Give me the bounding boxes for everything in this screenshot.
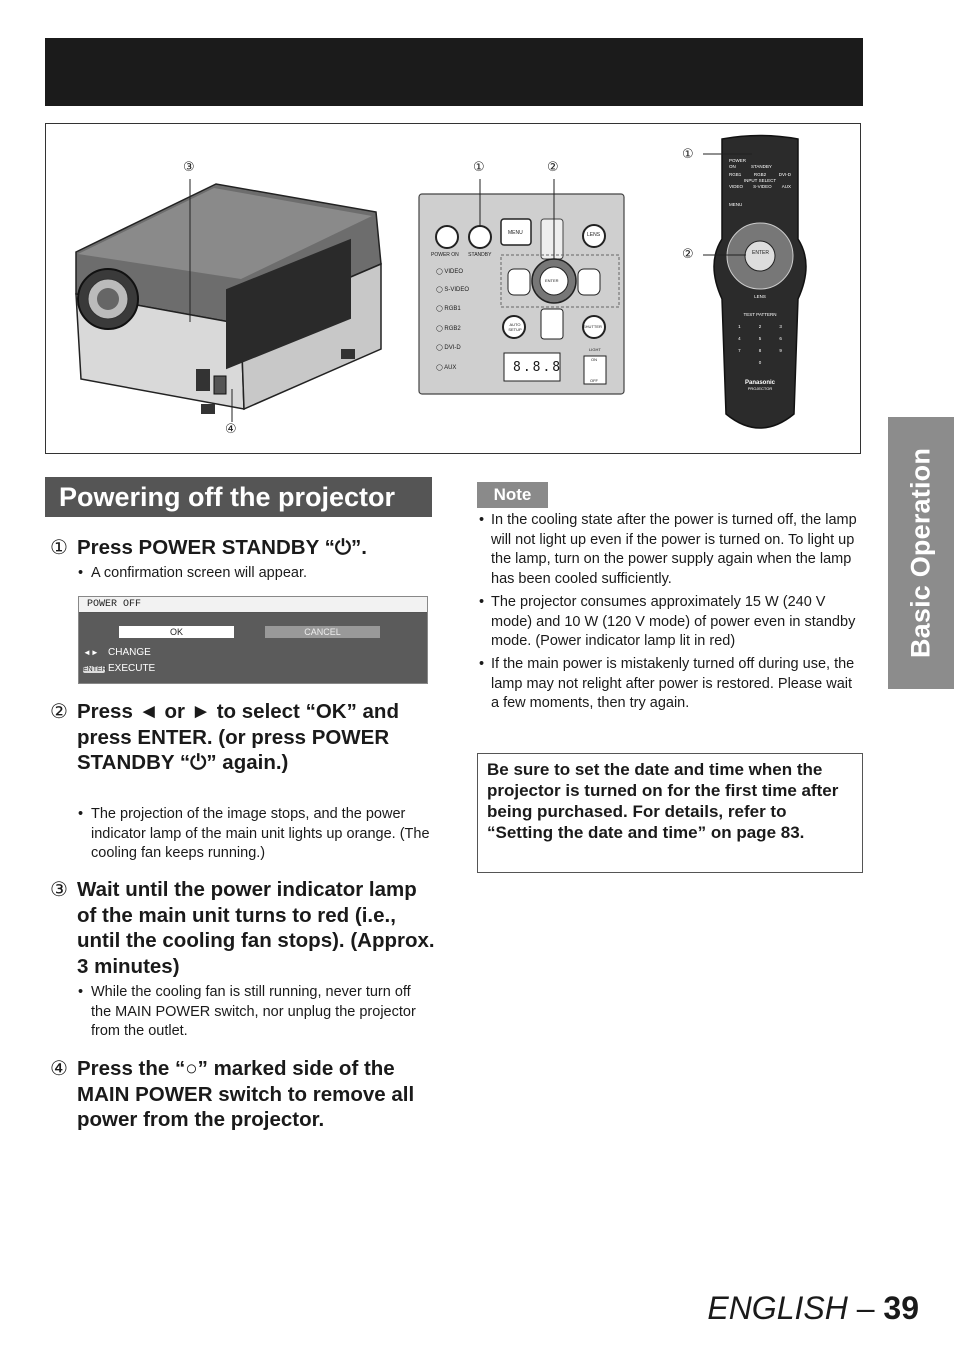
remote-menu-label: MENU bbox=[729, 202, 743, 207]
callout-remote-1: ① bbox=[682, 147, 694, 162]
panel-on-label: ON bbox=[591, 357, 597, 362]
step-4 bbox=[50, 1056, 435, 1133]
footer-language: ENGLISH bbox=[707, 1290, 848, 1326]
date-time-notice: Be sure to set the date and time when the projector is turned on for the first time after being purchased. For details, refer to “Setting the date and time” on page 83. bbox=[477, 753, 863, 873]
panel-lens-label: LENS bbox=[587, 232, 601, 238]
step-2-number: ② bbox=[50, 699, 68, 723]
panel-input-svideo: ◯ S-VIDEO bbox=[436, 287, 470, 293]
step-1 bbox=[50, 535, 435, 561]
panel-off-label: OFF bbox=[590, 378, 598, 383]
step-3-number: ③ bbox=[50, 877, 68, 901]
remote-model: PROJECTOR bbox=[747, 386, 773, 391]
projector-illustration bbox=[76, 179, 381, 422]
remote-lower-labels bbox=[729, 294, 791, 392]
enter-key-icon: ENTER bbox=[83, 666, 107, 673]
panel-light-label: LIGHT bbox=[589, 347, 601, 352]
panel-menu-label: MENU bbox=[508, 230, 523, 236]
remote-input-select-label: INPUT SELECT bbox=[743, 178, 777, 183]
left-right-arrows-icon: ◄► bbox=[83, 648, 99, 657]
remote-enter-label: ENTER bbox=[752, 250, 769, 256]
callout-1: ① bbox=[473, 160, 485, 175]
panel-auto-setup-label: AUTO SETUP bbox=[508, 322, 522, 332]
note-bullet-1: • In the cooling state after the power is turned off, the lamp will not light up even if the power is turned on. To light up the lamp, turn on the power supply again when the lamp has been cooled sufficiently. bbox=[477, 511, 864, 589]
step-2 bbox=[50, 699, 435, 776]
remote-input-row2: VIDEO S-VIDEO AUX bbox=[729, 184, 791, 189]
standby-label: STANDBY bbox=[468, 252, 492, 258]
header-bar bbox=[45, 38, 863, 106]
remote-test-pattern-label: TEST PATTERN bbox=[743, 312, 777, 317]
callout-4: ④ bbox=[225, 422, 237, 437]
step-2-text: Press ◄ or ► to select “OK” and press ENTER. (or press POWER STANDBY “⏻” again.) bbox=[77, 700, 399, 774]
panel-input-rgb2: ◯ RGB2 bbox=[436, 326, 461, 332]
page-footer bbox=[707, 1290, 919, 1327]
projector-figure bbox=[45, 123, 861, 454]
step-3-text: Wait until the power indicator lamp of the main unit turns to red (i.e., until the cooling fan stops). (Approx. 3 minutes) bbox=[77, 878, 435, 978]
callout-remote-2: ② bbox=[682, 247, 694, 262]
callout-3: ③ bbox=[183, 160, 195, 175]
note-bullet-3: • If the main power is mistakenly turned off during use, the lamp may not relight after power is restored. Please wait a few moments, then try again. bbox=[477, 655, 864, 714]
remote-labels bbox=[729, 158, 791, 208]
panel-enter-label: ENTER bbox=[545, 278, 559, 283]
power-on-label: POWER ON bbox=[431, 252, 459, 258]
footer-separator: – bbox=[847, 1290, 884, 1326]
panel-input-dvid: ◯ DVI-D bbox=[436, 345, 461, 351]
remote-numeric-keys: 1 2 3 4 5 6 7 8 9 0 bbox=[738, 324, 782, 365]
note-label: Note bbox=[477, 482, 548, 508]
side-tab-label: Basic Operation bbox=[905, 447, 936, 659]
power-off-osd bbox=[78, 596, 428, 684]
panel-display: 8.8.8 bbox=[513, 360, 563, 375]
panel-input-video: ◯ VIDEO bbox=[436, 269, 464, 275]
step-3 bbox=[50, 877, 435, 979]
page-number: 39 bbox=[883, 1290, 919, 1326]
osd-title: POWER OFF bbox=[79, 597, 427, 613]
remote-on-label: ON bbox=[729, 164, 736, 169]
osd-change-row: ◄► CHANGE bbox=[83, 647, 151, 658]
remote-lens-label: LENS bbox=[754, 294, 766, 299]
remote-input-row1: RGB1 RGB2 DVI-D bbox=[729, 172, 791, 177]
panel-power-labels bbox=[431, 252, 501, 258]
osd-execute-row: ENTEREXECUTE bbox=[83, 663, 156, 674]
step-1-number: ① bbox=[50, 535, 68, 559]
osd-ok-button[interactable]: OK bbox=[119, 626, 234, 638]
panel-input-aux: ◯ AUX bbox=[436, 365, 457, 371]
step-3-bullet: • While the cooling fan is still running, never turn off the MAIN POWER switch, nor unplug the projector from the outlet. bbox=[78, 983, 433, 1042]
step-1-text: Press POWER STANDBY “⏻”. bbox=[77, 536, 367, 559]
step-1-bullet: • A confirmation screen will appear. bbox=[78, 564, 433, 584]
remote-standby-label: STANDBY bbox=[751, 164, 772, 169]
step-4-text: Press the “○” marked side of the MAIN POWER switch to remove all power from the projector. bbox=[77, 1057, 415, 1131]
callout-2: ② bbox=[547, 160, 559, 175]
step-4-number: ④ bbox=[50, 1056, 68, 1080]
step-2-bullet: • The projection of the image stops, and the power indicator lamp of the main unit lights up orange. (The cooling fan keeps running.) bbox=[78, 805, 433, 864]
panel-shutter-label: SHUTTER bbox=[583, 324, 602, 329]
remote-power-label: POWER bbox=[729, 158, 747, 163]
panel-input-buttons bbox=[436, 265, 486, 379]
remote-brand: Panasonic bbox=[744, 380, 775, 386]
section-title: Powering off the projector bbox=[45, 477, 432, 517]
panel-input-rgb1: ◯ RGB1 bbox=[436, 306, 461, 312]
side-tab-basic-operation bbox=[888, 417, 954, 689]
note-bullet-2: • The projector consumes approximately 15 W (240 V mode) and 10 W (120 V mode) of power even in standby mode. (Power indicator lamp lit in red) bbox=[477, 593, 864, 652]
osd-cancel-button[interactable]: CANCEL bbox=[265, 626, 380, 638]
